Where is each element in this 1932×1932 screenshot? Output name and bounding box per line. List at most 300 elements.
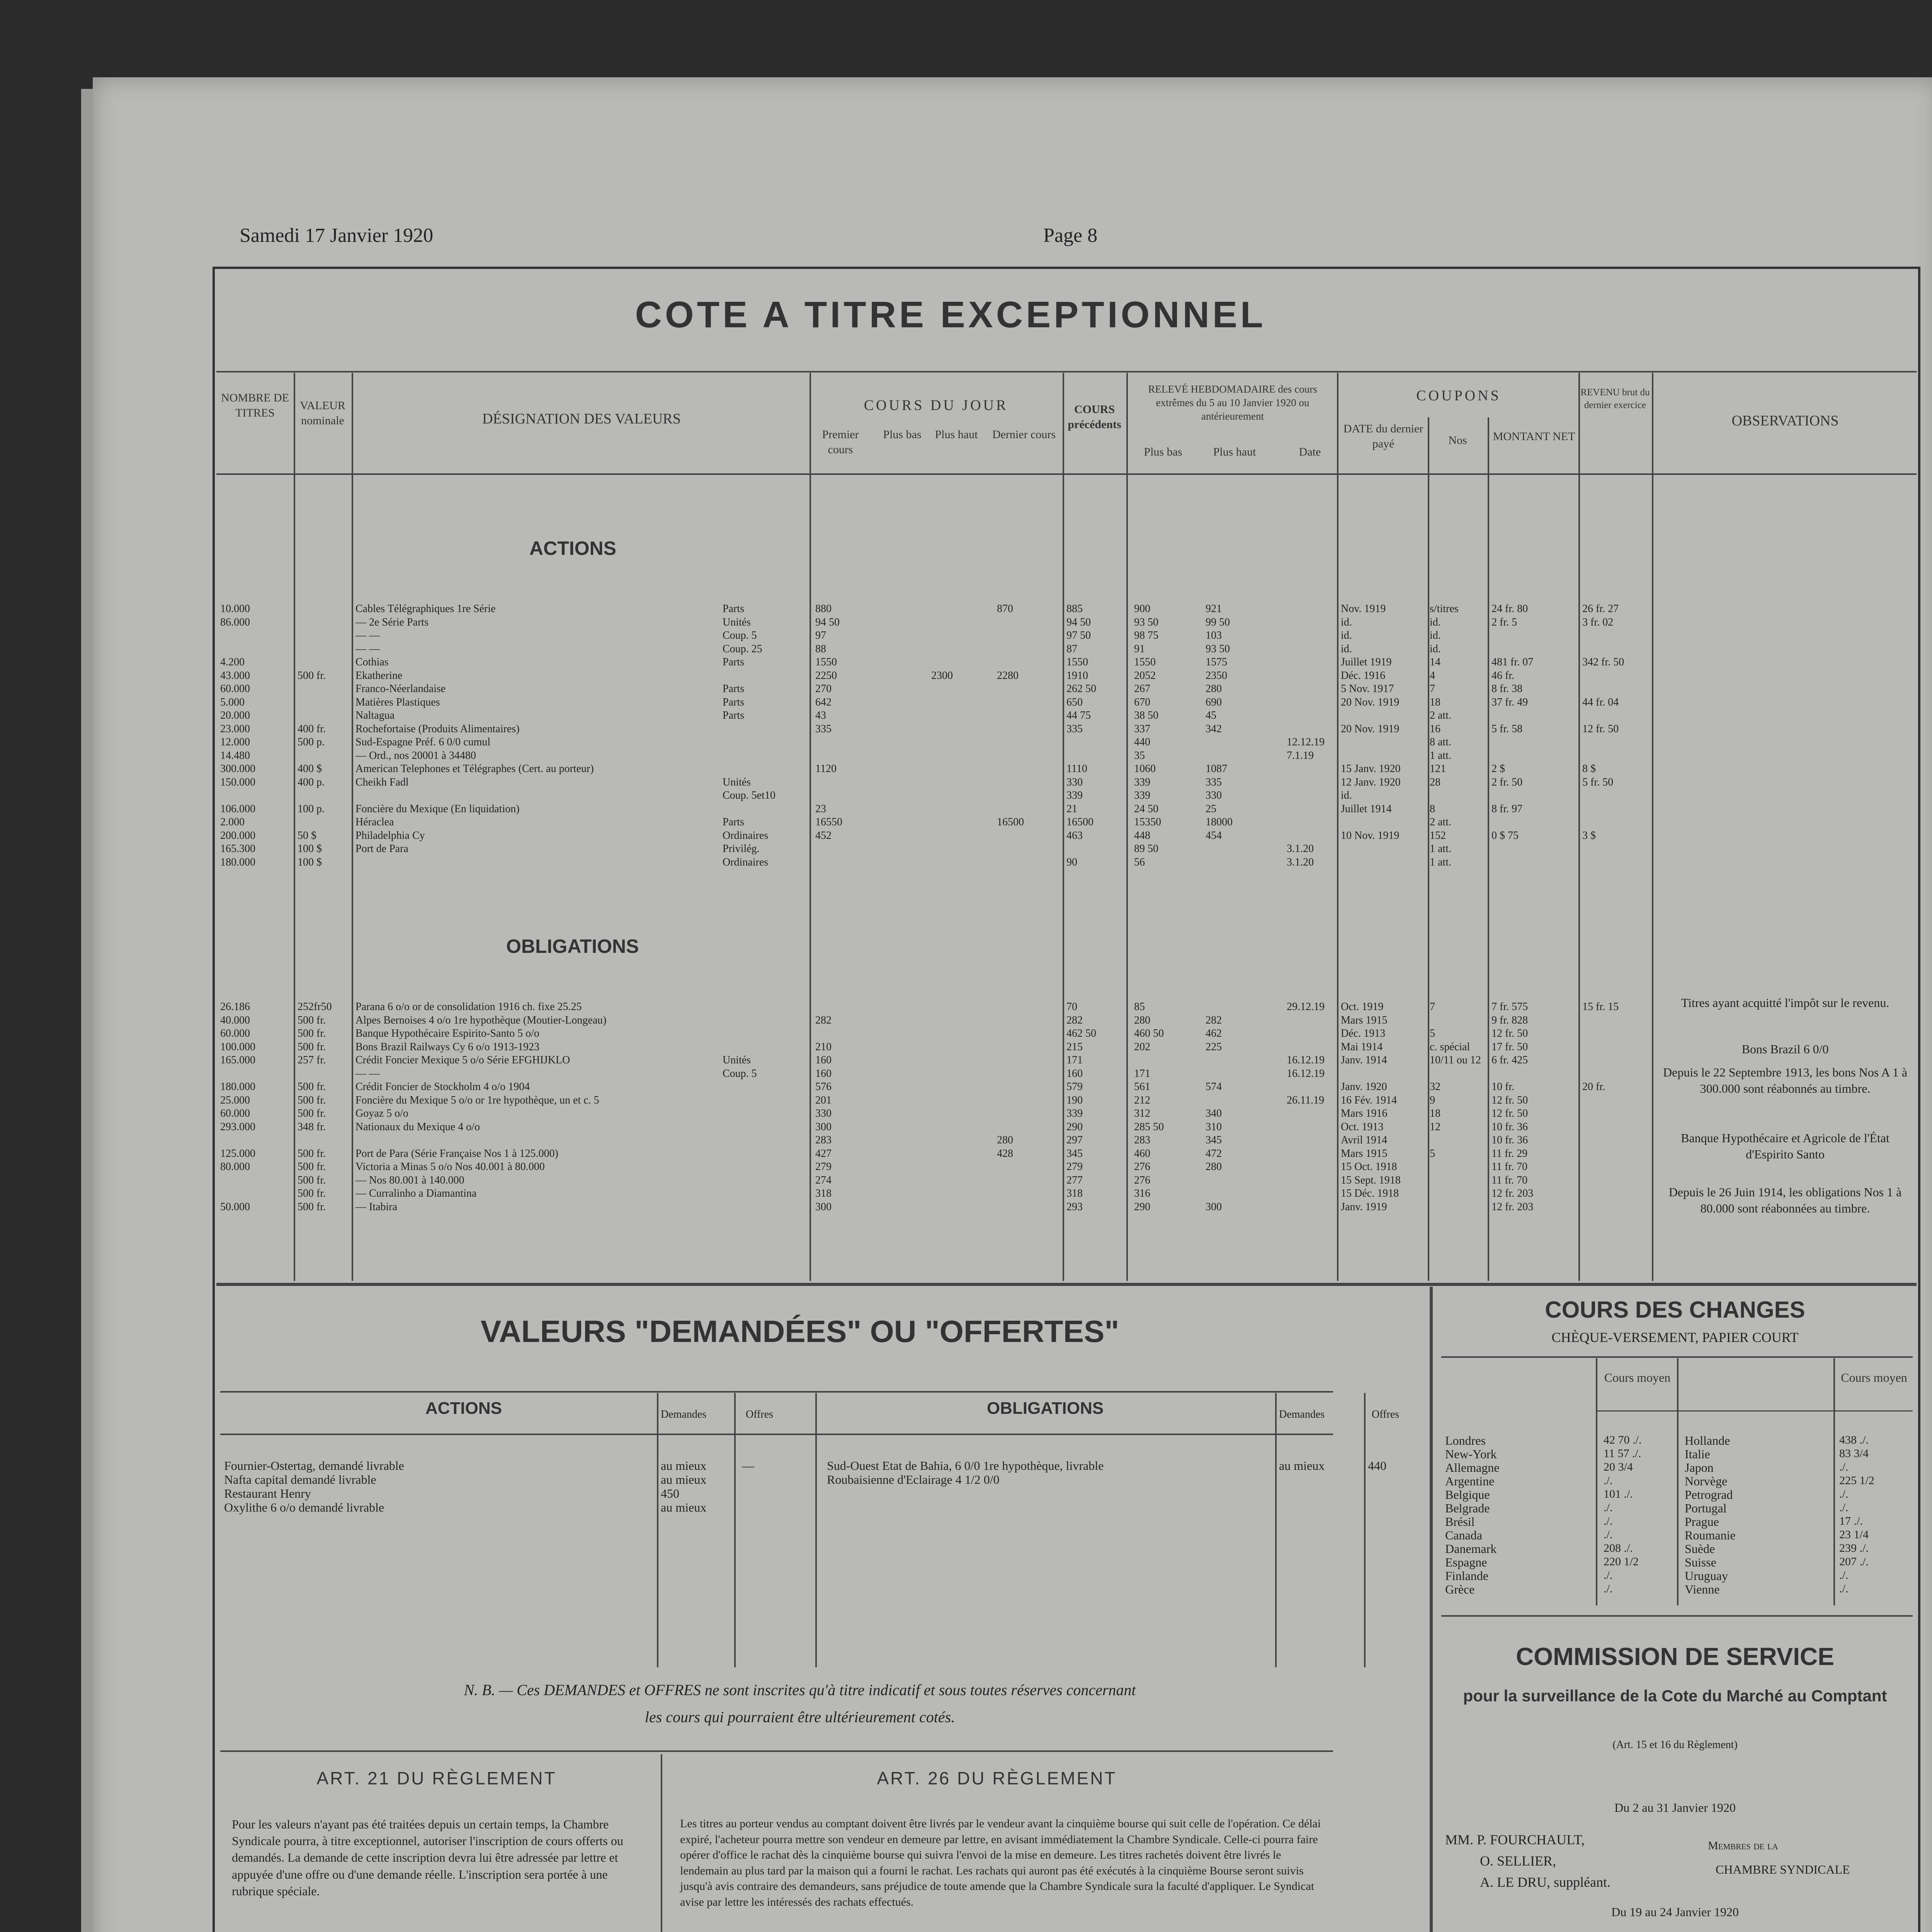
cell-rel-haut: 18000	[1206, 816, 1233, 828]
cell-numero: 8 att.	[1430, 736, 1451, 748]
art26-text: Les titres au porteur vendus au comptant doivent être livrés par le vendeur avant la cinquième bourse qui suit celle de l'opération. Ce délai expiré, l'acheteur pourra mettre son vendeur en demeure par lettre, en avisant immédiatement la Chambre Syndicale. Celle-ci pourra faire opérer d'office le rachat dès la cinquième bourse qui suivra l'envoi de la mise en demeure. Les titres rachetés doivent être livrés le lendemain au plus tard par la maison qui a fourni le rachat. Les rachats qui auront pas été exécutés à la cinquième Bourse seront suivis jusqu'à avis contraire des demandeurs, sans préjudice de toute amende que la Chambre Syndicale sura la faculté d'appliquer. Le Syndicat avise par lettre les intéressés des rachats effectués.	[680, 1817, 1321, 1908]
change-rate: ./.	[1604, 1501, 1613, 1514]
art-rule	[220, 1750, 1333, 1752]
cell-valeur: 100 p.	[298, 803, 325, 815]
cell-montant: 8 fr. 38	[1492, 683, 1523, 695]
cell-date-coupon: Mars 1915	[1341, 1014, 1388, 1026]
cell-rel-date: 16.12.19	[1287, 1054, 1325, 1066]
cell-designation: — Ord., nos 20001 à 34480	[355, 749, 476, 762]
commission-member: A. LE DRU, suppléant.	[1480, 1874, 1611, 1890]
table-row	[0, 1201, 1932, 1214]
cell-rel-date: 26.11.19	[1287, 1094, 1324, 1106]
table-row	[0, 1068, 1932, 1081]
cell-precedent: 94 50	[1066, 616, 1091, 628]
col-designation: DÉSIGNATION DES VALEURS	[482, 411, 681, 427]
cell-designation: Goyaz 5 o/o	[355, 1107, 408, 1119]
cell-montant: 12 fr. 50	[1492, 1107, 1528, 1119]
cell-rel-haut: 340	[1206, 1107, 1222, 1119]
cell-designation: Crédit Foncier de Stockholm 4 o/o 1904	[355, 1081, 530, 1093]
demandes-action-demande: au mieux	[661, 1473, 707, 1486]
table-row	[0, 789, 1932, 803]
cell-unit: Ordinaires	[723, 856, 769, 868]
cell-montant: 46 fr.	[1492, 669, 1515, 682]
cell-rel-bas: 440	[1134, 736, 1150, 748]
table-row	[0, 750, 1932, 763]
change-rate: 23 1/4	[1839, 1528, 1869, 1541]
col-cours-precedents: COURS précédents	[1068, 403, 1121, 431]
changes-cours-moyen-2: Cours moyen	[1841, 1371, 1907, 1384]
cell-numero: 8	[1430, 803, 1435, 815]
cell-rel-date: 7.1.19	[1287, 749, 1314, 762]
table-row	[0, 1174, 1932, 1187]
cell-designation: — Curralinho a Diamantina	[355, 1187, 477, 1199]
cell-designation: Rochefortaise (Produits Alimentaires)	[355, 723, 520, 735]
cell-rel-haut: 45	[1206, 709, 1216, 721]
cell-premier: 23	[815, 803, 826, 815]
demandes-rule-v	[1275, 1393, 1277, 1667]
demandes-col-offres: Offres	[746, 1408, 774, 1420]
cell-date-coupon: Déc. 1913	[1341, 1027, 1386, 1039]
col-rel-date: Date	[1299, 446, 1321, 458]
demandes-action-demande: au mieux	[661, 1459, 707, 1473]
cell-numero: 2 att.	[1430, 816, 1451, 828]
table-row	[0, 696, 1932, 709]
cell-date-coupon: 20 Nov. 1919	[1341, 723, 1400, 735]
cell-rel-haut: 99 50	[1206, 616, 1230, 628]
cell-numero: 152	[1430, 829, 1446, 842]
cell-numero: 5	[1430, 1027, 1435, 1039]
table-row	[0, 1134, 1932, 1147]
cell-montant: 10 fr. 36	[1492, 1134, 1528, 1146]
cell-precedent: 282	[1066, 1014, 1083, 1026]
cell-date-coupon: 16 Fév. 1914	[1341, 1094, 1397, 1106]
cell-premier: 300	[815, 1201, 832, 1213]
cell-numero: 12	[1430, 1121, 1440, 1133]
demandes-oblig-demande: au mieux	[1279, 1459, 1325, 1473]
cell-nombre: 60.000	[220, 683, 250, 695]
cell-designation: Alpes Bernoises 4 o/o 1re hypothèque (Moutier-Longeau)	[355, 1014, 607, 1026]
cell-rel-haut: 1087	[1206, 763, 1227, 775]
cell-numero: 14	[1430, 656, 1440, 668]
cell-numero: 7	[1430, 683, 1435, 695]
cell-precedent: 44 75	[1066, 709, 1091, 721]
cell-nombre: 60.000	[220, 1027, 250, 1039]
observation-text: Depuis le 22 Septembre 1913, les bons Nos A 1 à 300.000 sont réabonnés au timbre.	[1663, 1065, 1907, 1095]
cell-rel-bas: 337	[1134, 723, 1150, 735]
cell-designation: American Telephones et Télégraphes (Cert. au porteur)	[355, 763, 594, 775]
change-rate: ./.	[1839, 1488, 1849, 1500]
cell-precedent: 650	[1066, 696, 1083, 708]
cell-rel-bas: 460	[1134, 1147, 1150, 1160]
cell-premier: 16550	[815, 816, 842, 828]
cell-dernier: 16500	[997, 816, 1024, 828]
cell-rel-bas: 283	[1134, 1134, 1150, 1146]
change-rate: ./.	[1839, 1582, 1849, 1595]
cell-rel-bas: 56	[1134, 856, 1145, 868]
change-rate: ./.	[1839, 1461, 1849, 1473]
cell-montant: 17 fr. 50	[1492, 1041, 1528, 1053]
cell-premier: 160	[815, 1067, 832, 1080]
cell-rel-haut: 93 50	[1206, 643, 1230, 655]
cell-rel-haut: 342	[1206, 723, 1222, 735]
col-cours-du-jour: COURS DU JOUR	[864, 397, 1009, 413]
cell-precedent: 1910	[1066, 669, 1088, 682]
cell-rel-bas: 290	[1134, 1201, 1150, 1213]
cell-date-coupon: id.	[1341, 616, 1352, 628]
change-country: Petrograd	[1685, 1488, 1733, 1502]
changes-subtitle: CHÈQUE-VERSEMENT, PAPIER COURT	[1551, 1330, 1799, 1345]
cell-date-coupon: id.	[1341, 629, 1352, 641]
cell-nombre: 10.000	[220, 603, 250, 615]
cell-precedent: 97 50	[1066, 629, 1091, 641]
cell-date-coupon: Juillet 1919	[1341, 656, 1392, 668]
change-country: Brésil	[1445, 1515, 1475, 1529]
cell-revenu: 12 fr. 50	[1582, 723, 1619, 735]
cell-designation: Crédit Foncier Mexique 5 o/o Série EFGHIJKLO	[355, 1054, 570, 1066]
change-country: Vienne	[1685, 1582, 1720, 1596]
cell-valeur: 252fr50	[298, 1001, 332, 1013]
table-row	[0, 643, 1932, 656]
cell-dernier: 870	[997, 603, 1013, 615]
cell-designation: Foncière du Mexique (En liquidation)	[355, 803, 520, 815]
demandes-col-offres-2: Offres	[1372, 1408, 1400, 1420]
cell-rel-bas: 280	[1134, 1014, 1150, 1026]
table-row	[0, 803, 1932, 816]
cell-revenu: 44 fr. 04	[1582, 696, 1619, 708]
table-row	[0, 709, 1932, 723]
cell-precedent: 318	[1066, 1187, 1083, 1199]
change-country: Canada	[1445, 1528, 1482, 1542]
table-row	[0, 830, 1932, 843]
cell-rel-haut: 282	[1206, 1014, 1222, 1026]
cell-premier: 427	[815, 1147, 832, 1160]
cell-rel-haut: 462	[1206, 1027, 1222, 1039]
observation-text: Banque Hypothécaire et Agricole de l'État d'Espirito Santo	[1681, 1131, 1889, 1161]
change-rate: 83 3/4	[1839, 1447, 1869, 1460]
changes-title: COURS DES CHANGES	[1545, 1297, 1805, 1323]
section-actions: ACTIONS	[529, 537, 616, 559]
change-rate: 438 ./.	[1839, 1434, 1869, 1446]
change-country: Grèce	[1445, 1582, 1475, 1596]
demandes-rule-v	[815, 1393, 817, 1667]
table-row	[0, 616, 1932, 629]
cell-precedent: 215	[1066, 1041, 1083, 1053]
cell-premier: 300	[815, 1121, 832, 1133]
change-country: Japon	[1685, 1461, 1714, 1475]
demandes-oblig-name: Sud-Ouest Etat de Bahia, 6 0/0 1re hypothèque, livrable	[827, 1459, 1104, 1473]
cell-date-coupon: id.	[1341, 789, 1352, 801]
table-row	[0, 1014, 1932, 1027]
cell-unit: Parts	[723, 709, 744, 721]
observation-text: Titres ayant acquitté l'impôt sur le revenu.	[1681, 996, 1889, 1010]
table-row	[0, 1041, 1932, 1054]
cell-unit: Unités	[723, 776, 751, 788]
change-rate: 207 ./.	[1839, 1555, 1869, 1568]
col-plus-bas: Plus bas	[883, 428, 922, 441]
cell-revenu: 3 $	[1582, 829, 1596, 842]
table-row	[0, 1161, 1932, 1174]
art26-title: ART. 26 DU RÈGLEMENT	[877, 1768, 1117, 1788]
change-country: Belgique	[1445, 1488, 1490, 1502]
cell-rel-haut: 330	[1206, 789, 1222, 801]
cell-rel-haut: 690	[1206, 696, 1222, 708]
cell-unit: Parts	[723, 603, 744, 615]
cell-premier: 283	[815, 1134, 832, 1146]
cell-designation: Victoria a Minas 5 o/o Nos 40.001 à 80.000	[355, 1161, 545, 1173]
cell-precedent: 16500	[1066, 816, 1094, 828]
cell-valeur: 400 p.	[298, 776, 325, 788]
cell-dernier: 2280	[997, 669, 1019, 682]
change-country: Danemark	[1445, 1542, 1497, 1556]
demandes-col-demandes-2: Demandes	[1279, 1408, 1325, 1420]
cell-designation: Nationaux du Mexique 4 o/o	[355, 1121, 480, 1133]
cell-premier: 88	[815, 643, 826, 655]
cell-revenu: 342 fr. 50	[1582, 656, 1624, 668]
cell-designation: Cothias	[355, 656, 389, 668]
table-row	[0, 683, 1932, 696]
observation-text: Bons Brazil 6 0/0	[1742, 1042, 1829, 1056]
cell-date-coupon: 15 Oct. 1918	[1341, 1161, 1397, 1173]
cell-designation: Port de Para	[355, 843, 408, 855]
col-rel-bas: Plus bas	[1144, 446, 1182, 458]
right-col-rule	[1430, 1287, 1433, 1932]
cell-designation: Ekatherine	[355, 669, 403, 682]
cell-rel-haut: 472	[1206, 1147, 1222, 1160]
cell-rel-haut: 103	[1206, 629, 1222, 641]
cell-nombre: 20.000	[220, 709, 250, 721]
demandes-title: VALEURS "DEMANDÉES" OU "OFFERTES"	[480, 1314, 1119, 1349]
cell-date-coupon: Oct. 1913	[1341, 1121, 1384, 1133]
change-rate: 101 ./.	[1604, 1488, 1633, 1500]
cell-designation: Cables Télégraphiques 1re Série	[355, 603, 496, 615]
cell-precedent: 160	[1066, 1067, 1083, 1080]
cell-precedent: 90	[1066, 856, 1077, 868]
cell-numero: 16	[1430, 723, 1440, 735]
cell-montant: 6 fr. 425	[1492, 1054, 1528, 1066]
demandes-action-name: Nafta capital demandé livrable	[224, 1473, 376, 1486]
cell-date-coupon: Mars 1916	[1341, 1107, 1388, 1119]
cell-nombre: 165.000	[220, 1054, 255, 1066]
change-rate: 20 3/4	[1604, 1461, 1633, 1473]
cell-revenu: 8 $	[1582, 763, 1596, 775]
cell-valeur: 50 $	[298, 829, 316, 842]
cell-numero: id.	[1430, 643, 1441, 655]
cell-precedent: 293	[1066, 1201, 1083, 1213]
demandes-col-demandes: Demandes	[661, 1408, 707, 1420]
cell-unit: Parts	[723, 816, 744, 828]
demandes-note-b: les cours qui pourraient être ultérieurement cotés.	[645, 1708, 955, 1726]
cell-plus-haut: 2300	[931, 669, 953, 682]
cell-date-coupon: Juillet 1914	[1341, 803, 1392, 815]
demandes-action-offre: —	[742, 1459, 754, 1473]
cell-montant: 0 $ 75	[1492, 829, 1519, 842]
cell-valeur: 500 fr.	[298, 1187, 326, 1199]
cell-designation: — —	[355, 629, 380, 641]
cell-rel-date: 3.1.20	[1287, 856, 1314, 868]
cell-valeur: 100 $	[298, 856, 322, 868]
cell-designation: Matières Plastiques	[355, 696, 440, 708]
cell-rel-haut: 921	[1206, 603, 1222, 615]
cell-valeur: 500 fr.	[298, 1027, 326, 1039]
cell-date-coupon: Nov. 1919	[1341, 603, 1386, 615]
demandes-rule-v	[734, 1393, 736, 1667]
demandes-obligations-label: OBLIGATIONS	[986, 1399, 1104, 1418]
cell-rel-bas: 35	[1134, 749, 1145, 762]
cell-precedent: 345	[1066, 1147, 1083, 1160]
cell-numero: 121	[1430, 763, 1446, 775]
change-country: Londres	[1445, 1434, 1486, 1447]
changes-rule-v	[1833, 1358, 1835, 1605]
demandes-action-demande: au mieux	[661, 1500, 707, 1514]
cell-numero: 1 att.	[1430, 843, 1451, 855]
cell-unit: Unités	[723, 1054, 751, 1066]
table-top-rule	[216, 371, 1917, 372]
cell-premier: 1120	[815, 763, 837, 775]
cell-rel-haut: 1575	[1206, 656, 1227, 668]
changes-rule-v	[1677, 1358, 1679, 1605]
cell-revenu: 26 fr. 27	[1582, 603, 1619, 615]
cell-designation: — —	[355, 1067, 380, 1080]
commission-period1: Du 2 au 31 Janvier 1920	[1614, 1801, 1736, 1815]
changes-cours-moyen-1: Cours moyen	[1604, 1371, 1671, 1384]
cell-valeur: 500 fr.	[298, 1041, 326, 1053]
demandes-rule	[220, 1391, 1333, 1393]
col-observations: OBSERVATIONS	[1731, 413, 1839, 429]
cell-rel-haut: 574	[1206, 1081, 1222, 1093]
changes-rule	[1441, 1356, 1913, 1358]
cell-rel-bas: 900	[1134, 603, 1150, 615]
changes-head-rule	[1596, 1410, 1913, 1412]
cell-premier: 160	[815, 1054, 832, 1066]
cell-nombre: 106.000	[220, 803, 255, 815]
cell-premier: 279	[815, 1161, 832, 1173]
cell-precedent: 335	[1066, 723, 1083, 735]
cell-date-coupon: Oct. 1919	[1341, 1001, 1384, 1013]
cell-montant: 481 fr. 07	[1492, 656, 1534, 668]
cell-unit: Coup. 5	[723, 1067, 757, 1080]
cell-montant: 12 fr. 203	[1492, 1201, 1534, 1213]
cell-valeur: 500 fr.	[298, 1147, 326, 1160]
cell-numero: 18	[1430, 1107, 1440, 1119]
cell-valeur: 100 $	[298, 843, 322, 855]
commission-subtitle: pour la surveillance de la Cote du Marché au Comptant	[1463, 1687, 1887, 1705]
cell-precedent: 462 50	[1066, 1027, 1096, 1039]
cell-numero: s/titres	[1430, 603, 1459, 615]
cell-numero: 10/11 ou 12	[1430, 1054, 1481, 1066]
cell-rel-date: 16.12.19	[1287, 1067, 1325, 1080]
col-plus-haut: Plus haut	[935, 428, 978, 441]
cell-date-coupon: Janv. 1920	[1341, 1081, 1387, 1093]
cell-premier: 210	[815, 1041, 832, 1053]
cell-premier: 201	[815, 1094, 832, 1106]
main-title: COTE A TITRE EXCEPTIONNEL	[635, 294, 1266, 335]
commission-ref: (Art. 15 et 16 du Règlement)	[1612, 1739, 1738, 1751]
cell-rel-bas: 212	[1134, 1094, 1150, 1106]
table-row	[0, 1094, 1932, 1107]
table-row	[0, 1107, 1932, 1121]
cell-premier: 282	[815, 1014, 832, 1026]
cell-montant: 7 fr. 575	[1492, 1001, 1528, 1013]
cell-date-coupon: Mars 1915	[1341, 1147, 1388, 1160]
cell-precedent: 885	[1066, 603, 1083, 615]
cell-revenu: 3 fr. 02	[1582, 616, 1614, 628]
cell-valeur: 400 fr.	[298, 723, 326, 735]
cell-rel-haut: 2350	[1206, 669, 1227, 682]
table-row	[0, 670, 1932, 683]
change-country: Norvège	[1685, 1474, 1728, 1488]
demandes-action-name: Restaurant Henry	[224, 1486, 311, 1500]
table-row	[0, 1054, 1932, 1067]
cell-rel-bas: 339	[1134, 776, 1150, 788]
cell-numero: c. spécial	[1430, 1041, 1470, 1053]
change-country: Suède	[1685, 1542, 1715, 1556]
cell-rel-bas: 267	[1134, 683, 1150, 695]
commission-period2: Du 19 au 24 Janvier 1920	[1611, 1905, 1739, 1919]
cell-premier: 335	[815, 723, 832, 735]
cell-valeur: 500 fr.	[298, 1014, 326, 1026]
cell-montant: 11 fr. 29	[1492, 1147, 1528, 1160]
cell-premier: 318	[815, 1187, 832, 1199]
cell-rel-bas: 460 50	[1134, 1027, 1164, 1039]
cell-premier: 94 50	[815, 616, 840, 628]
section-obligations: OBLIGATIONS	[506, 935, 639, 957]
cell-rel-bas: 89 50	[1134, 843, 1158, 855]
cell-nombre: 50.000	[220, 1201, 250, 1213]
cell-date-coupon: 10 Nov. 1919	[1341, 829, 1400, 842]
change-rate: 225 1/2	[1839, 1474, 1874, 1487]
cell-precedent: 330	[1066, 776, 1083, 788]
table-row	[0, 843, 1932, 856]
col-rel-haut: Plus haut	[1213, 446, 1256, 458]
change-country: Belgrade	[1445, 1501, 1490, 1515]
cell-designation: Philadelphia Cy	[355, 829, 425, 842]
table-row	[0, 1121, 1932, 1134]
cell-nombre: 5.000	[220, 696, 245, 708]
change-country: Uruguay	[1685, 1569, 1728, 1583]
cell-montant: 9 fr. 828	[1492, 1014, 1528, 1026]
cell-nombre: 12.000	[220, 736, 250, 748]
cell-precedent: 277	[1066, 1174, 1083, 1186]
cell-nombre: 25.000	[220, 1094, 250, 1106]
cell-montant: 10 fr.	[1492, 1081, 1515, 1093]
table-row	[0, 736, 1932, 749]
cell-designation: — Itabira	[355, 1201, 398, 1213]
cell-valeur: 257 fr.	[298, 1054, 326, 1066]
demandes-head-rule	[220, 1434, 1333, 1435]
cell-rel-bas: 38 50	[1134, 709, 1158, 721]
cell-valeur: 500 fr.	[298, 1201, 326, 1213]
change-country: Roumanie	[1685, 1528, 1736, 1542]
cell-montant: 12 fr. 50	[1492, 1027, 1528, 1039]
change-rate: 220 1/2	[1604, 1555, 1639, 1568]
cell-montant: 11 fr. 70	[1492, 1174, 1528, 1186]
change-country: Allemagne	[1445, 1461, 1500, 1475]
cell-montant: 2 $	[1492, 763, 1505, 775]
change-rate: 208 ./.	[1604, 1542, 1633, 1554]
cell-nombre: 180.000	[220, 856, 255, 868]
cell-montant: 37 fr. 49	[1492, 696, 1528, 708]
cell-precedent: 579	[1066, 1081, 1083, 1093]
col-revenu: REVENU brut du dernier exercice	[1580, 387, 1650, 410]
cell-premier: 274	[815, 1174, 832, 1186]
cell-nombre: 165.300	[220, 843, 255, 855]
demandes-rule-v	[657, 1393, 658, 1667]
change-rate: ./.	[1604, 1528, 1613, 1541]
cell-numero: id.	[1430, 616, 1441, 628]
cell-nombre: 125.000	[220, 1147, 255, 1160]
cell-premier: 43	[815, 709, 826, 721]
change-rate: 17 ./.	[1839, 1515, 1863, 1527]
